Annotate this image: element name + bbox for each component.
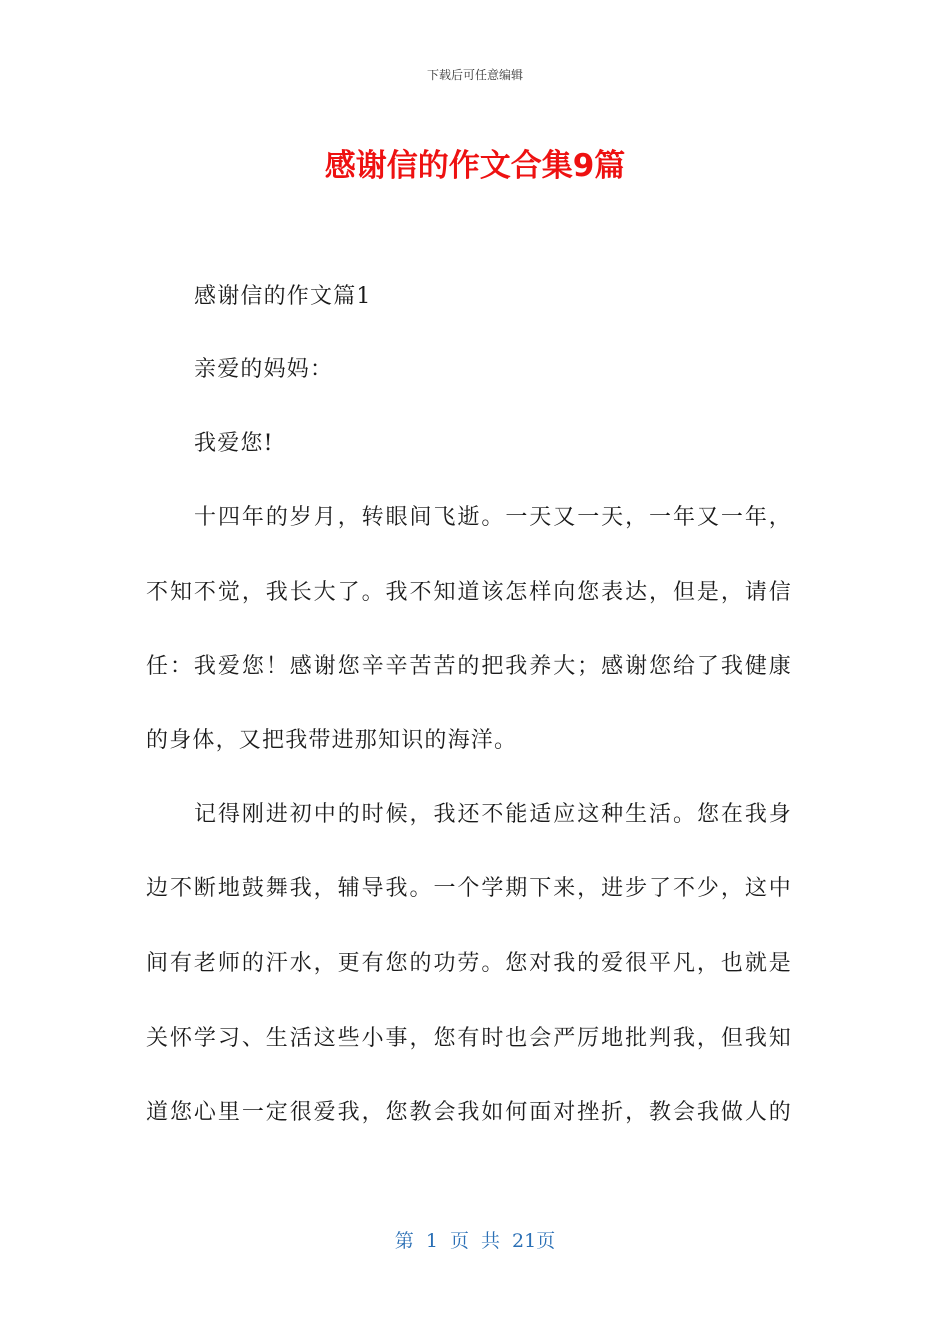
paragraph-line: 不知不觉，我长大了。我不知道该怎样向您表达，但是，请信: [146, 580, 792, 605]
header-note: 下载后可任意编辑: [426, 68, 523, 82]
paragraph-line: 边不断地鼓舞我，辅导我。一个学期下来，进步了不少，这中: [146, 876, 792, 901]
paragraph-line: 我爱您!: [194, 431, 274, 456]
paragraph-line: 关怀学习、生活这些小事，您有时也会严厉地批判我，但我知: [146, 1026, 792, 1051]
section-heading: 感谢信的作文篇1: [194, 284, 372, 309]
paragraph-line: 任：我爱您！感谢您辛辛苦苦的把我养大；感谢您给了我健康: [146, 654, 792, 679]
paragraph-line: 道您心里一定很爱我，您教会我如何面对挫折，教会我做人的: [146, 1100, 792, 1125]
page-number-footer: 第 1 页 共 21页: [394, 1230, 556, 1252]
document-title: 感谢信的作文合集9篇: [324, 148, 626, 184]
paragraph-line: 十四年的岁月，转眼间飞逝。一天又一天，一年又一年，: [194, 505, 792, 530]
salutation: 亲爱的妈妈：: [194, 357, 334, 382]
paragraph-line: 记得刚进初中的时候，我还不能适应这种生活。您在我身: [194, 802, 792, 827]
paragraph-line: 间有老师的汗水，更有您的功劳。您对我的爱很平凡，也就是: [146, 951, 792, 976]
paragraph-line: 的身体，又把我带进那知识的海洋。: [146, 728, 518, 753]
